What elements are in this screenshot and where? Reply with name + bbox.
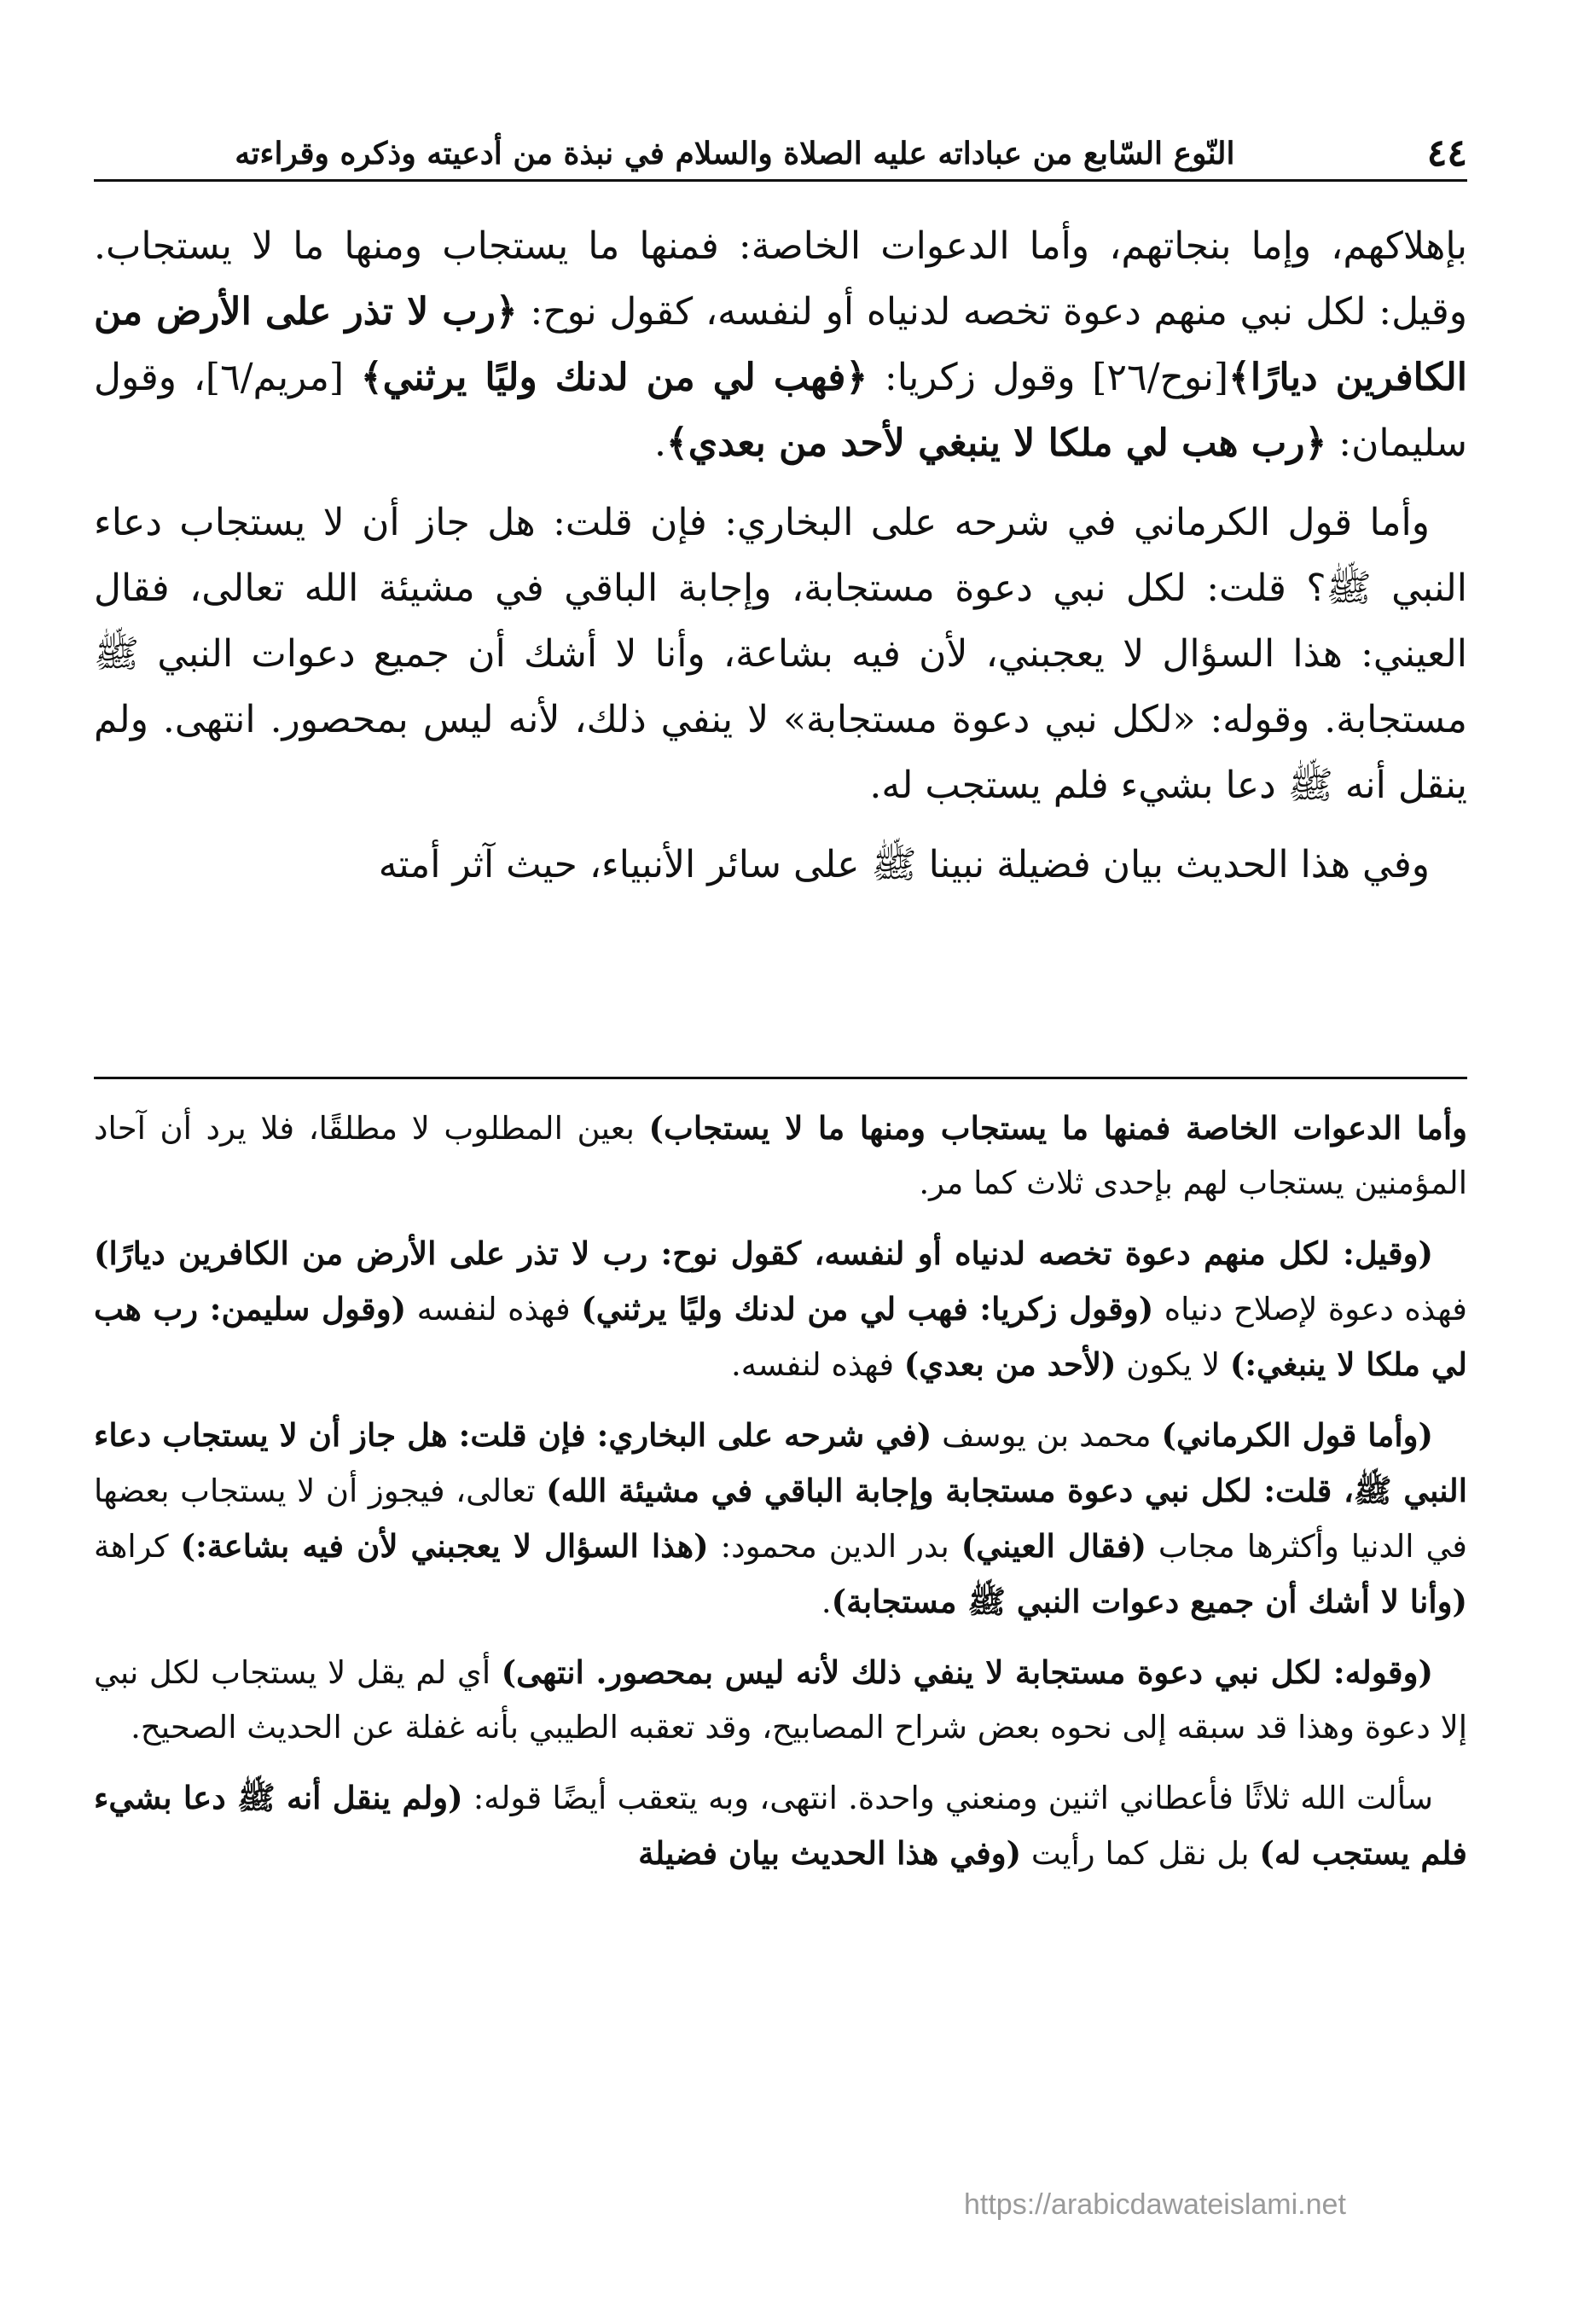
bold-text-run: (وفي هذا الحديث بيان فضيلة bbox=[638, 1834, 1022, 1872]
commentary-paragraph-1 bbox=[94, 1101, 1467, 1211]
text-run: فهذه لنفسه. bbox=[730, 1346, 904, 1383]
commentary-paragraph-4 bbox=[94, 1645, 1467, 1755]
watermark-url: https://arabicdawateislami.net bbox=[964, 2188, 1346, 2221]
text-run: تعالى، فيجوز أن لا يستجاب بعضها في الدنيا وأكثرها مجاب bbox=[94, 1473, 1467, 1565]
text-run: فهذه لنفسه bbox=[406, 1291, 582, 1328]
commentary-paragraph-2 bbox=[94, 1226, 1467, 1392]
bold-text-run: (ولم ينقل أنه ﷺ دعا بشيء فلم يستجب له) bbox=[94, 1779, 1467, 1872]
text-run: بعين المطلوب لا مطلقًا، فلا يرد أن آحاد المؤمنين يستجاب لهم بإحدى ثلاث كما مر. bbox=[94, 1110, 1467, 1201]
text-run: سألت الله ثلاثًا فأعطاني اثنين ومنعني واحدة. انتهى، وبه يتعقب أيضًا قوله: bbox=[462, 1780, 1433, 1816]
bold-text-run: (هذا السؤال لا يعجبني لأن فيه بشاعة:) bbox=[180, 1527, 709, 1565]
text-run: فهذه دعوة لإصلاح دنياه bbox=[1153, 1291, 1467, 1328]
bold-text-run: (في شرحه على البخاري: فإن قلت: هل جاز أن لا يستجاب دعاء النبي ﷺ، قلت: لكل نبي دعوة مستجابة وإجابة الباقي في مشيئة الله) bbox=[94, 1416, 1467, 1509]
bold-text-run: (فقال العيني) bbox=[961, 1527, 1146, 1565]
text-run: أي لم يقل لا يستجاب لكل نبي إلا دعوة وهذا قد سبقه إلى نحوه بعض شراح المصابيح، وقد تعقبه الطيبي بأنه غفلة عن الحديث الصحيح. bbox=[94, 1654, 1467, 1746]
bold-text-run: (وأنا لا أشك أن جميع دعوات النبي ﷺ مستجابة) bbox=[831, 1583, 1467, 1620]
commentary-paragraph-3 bbox=[94, 1408, 1467, 1630]
footnote-divider bbox=[94, 1077, 1467, 1079]
commentary-paragraph-5 bbox=[94, 1770, 1467, 1881]
text-run: . bbox=[821, 1583, 832, 1620]
main-text bbox=[94, 213, 1467, 911]
page-header bbox=[94, 119, 1467, 182]
text-run: بدر الدين محمود: bbox=[708, 1528, 961, 1565]
text-run: بإهلاكهم، وإما بنجاتهم، وأما الدعوات الخاصة: فمنها ما يستجاب ومنها ما لا يستجاب. وقيل: لكل نبي منهم دعوة تخصه لدنياه أو لنفسه، كقول نوح: bbox=[94, 224, 1468, 334]
bold-text-run: وأما الدعوات الخاصة فمنها ما يستجاب ومنها ما لا يستجاب) bbox=[648, 1109, 1467, 1147]
text-run: كراهة bbox=[94, 1528, 181, 1565]
page-number: ٤٤ bbox=[1426, 131, 1467, 175]
bold-text-run: ﴿فهب لي من لدنك وليًا يرثني﴾ bbox=[360, 356, 868, 399]
bold-text-run: (لأحد من بعدي) bbox=[903, 1345, 1117, 1383]
bold-text-run: (وقوله: لكل نبي دعوة مستجابة لا ينفي ذلك لأنه ليس بمحصور. انتهى) bbox=[501, 1653, 1433, 1691]
main-paragraph-3: وفي هذا الحديث بيان فضيلة نبينا ﷺ على سائر الأنبياء، حيث آثر أمته bbox=[378, 843, 1430, 886]
text-run: . bbox=[653, 421, 666, 465]
text-run: [نوح/٢٦] وقول زكريا: bbox=[868, 356, 1229, 399]
bold-text-run: ﴿رب لا تذر على الأرض من الكافرين ديارًا﴾ bbox=[94, 290, 1467, 399]
bold-text-run: ﴿رب هب لي ملكا لا ينبغي لأحد من بعدي﴾ bbox=[665, 421, 1327, 465]
main-paragraph-2: وأما قول الكرماني في شرحه على البخاري: فإن قلت: هل جاز أن لا يستجاب دعاء النبي ﷺ؟ قلت: لكل نبي دعوة مستجابة، وإجابة الباقي في مشيئة الله تعالى، فقال العيني: هذا السؤال لا يعجبني، لأن فيه بشاعة، وأنا لا أشك أن جميع دعوات النبي ﷺ مستجابة. وقوله: «لكل نبي دعوة مستجابة» لا ينفي ذلك، لأنه ليس بمحصور. انتهى. ولم ينقل أنه ﷺ دعا بشيء فلم يستجب له. bbox=[94, 501, 1467, 807]
text-run: لا يكون bbox=[1116, 1346, 1230, 1383]
commentary-text bbox=[94, 1101, 1467, 1897]
bold-text-run: (وقيل: لكل منهم دعوة تخصه لدنياه أو لنفسه، كقول نوح: رب لا تذر على الأرض من الكافرين ديارًا) bbox=[94, 1235, 1433, 1272]
text-run: بل نقل كما رأيت bbox=[1021, 1835, 1260, 1872]
bold-text-run: (وأما قول الكرماني) bbox=[1161, 1416, 1433, 1454]
bold-text-run: (وقول سليمن: رب هب لي ملكا لا ينبغي:) bbox=[94, 1290, 1467, 1383]
text-run: [مريم/٦]، وقول سليمان: bbox=[94, 356, 1467, 465]
text-run: محمد بن يوسف bbox=[932, 1417, 1162, 1454]
running-title: النّوع السّابع من عباداته عليه الصلاة والسلام في نبذة من أدعيته وذكره وقراءته bbox=[235, 136, 1235, 171]
main-paragraph-1 bbox=[94, 213, 1467, 476]
bold-text-run: (وقول زكريا: فهب لي من لدنك وليًا يرثني) bbox=[581, 1290, 1154, 1328]
